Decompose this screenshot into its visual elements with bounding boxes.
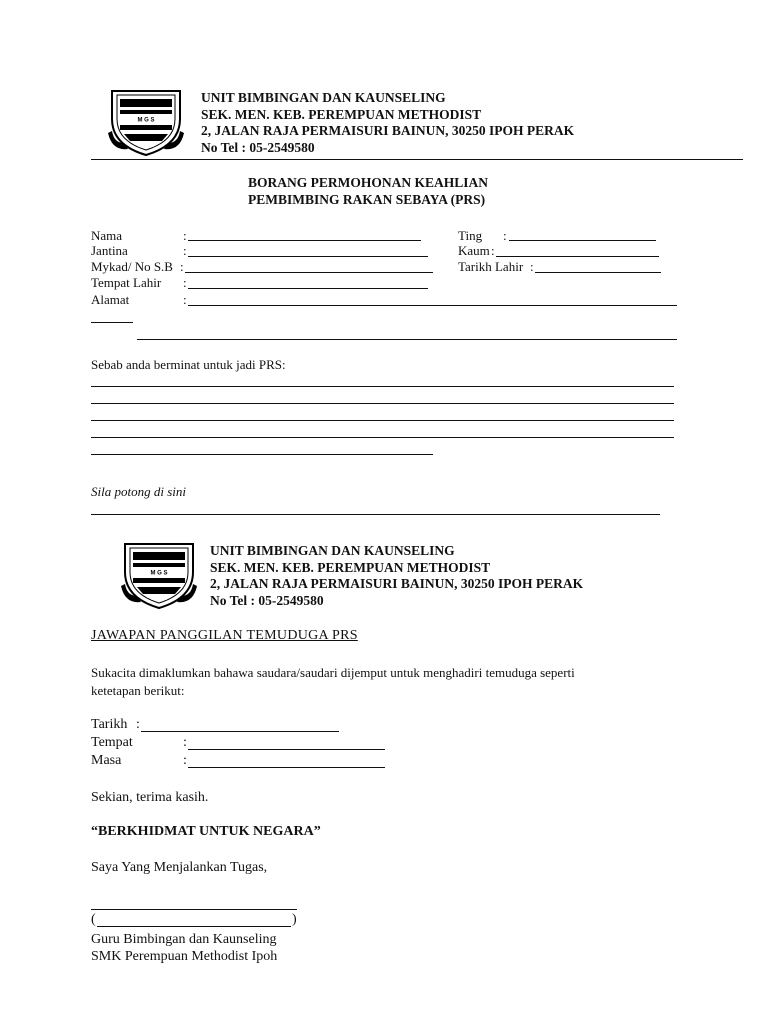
reply-body-line1: Sukacita dimaklumkan bahawa saudara/saudari dijemput untuk menghadiri temuduga seperti xyxy=(91,665,575,680)
colon: : xyxy=(183,275,187,290)
header-unit: UNIT BIMBINGAN DAN KAUNSELING xyxy=(201,90,446,105)
reason-line-1[interactable] xyxy=(91,386,674,387)
field-jantina[interactable] xyxy=(188,256,428,257)
field-tarikh-lahir[interactable] xyxy=(535,272,661,273)
crest-city: I P O H xyxy=(150,596,168,602)
colon: : xyxy=(503,228,507,243)
colon: : xyxy=(183,735,187,750)
field-tempat[interactable] xyxy=(188,749,385,750)
label-masa: Masa xyxy=(91,753,122,768)
header-divider xyxy=(91,159,743,160)
reply-title: JAWAPAN PANGGILAN TEMUDUGA PRS xyxy=(91,628,358,643)
label-alamat: Alamat xyxy=(91,292,130,307)
label-tempat: Tempat xyxy=(91,735,133,750)
cut-line xyxy=(91,514,660,515)
label-jantina: Jantina xyxy=(91,243,128,258)
cut-here-label: Sila potong di sini xyxy=(91,484,186,499)
bracket-close: ) xyxy=(292,912,297,927)
label-tarikh-lahir: Tarikh Lahir xyxy=(458,259,524,274)
field-kaum[interactable] xyxy=(496,256,659,257)
crest-letters: M G S xyxy=(150,570,168,577)
label-tempat-lahir: Tempat Lahir xyxy=(91,275,162,290)
crest-city: I P O H xyxy=(137,143,155,149)
field-alamat-1[interactable] xyxy=(188,305,677,306)
bracket-open: ( xyxy=(91,912,96,927)
colon: : xyxy=(180,259,184,274)
form-title-line1: BORANG PERMOHONAN KEAHLIAN xyxy=(248,175,489,190)
field-tempat-lahir[interactable] xyxy=(188,288,428,289)
school-crest-logo-reply xyxy=(119,538,199,610)
label-mykad: Mykad/ No S.B xyxy=(91,259,173,274)
colon: : xyxy=(183,292,187,307)
reason-line-2[interactable] xyxy=(91,403,674,404)
signature-role: Guru Bimbingan dan Kaunseling xyxy=(91,932,277,947)
reply-body-line2: ketetapan berikut: xyxy=(91,683,185,698)
signature-school: SMK Perempuan Methodist Ipoh xyxy=(91,949,278,964)
reason-label: Sebab anda berminat untuk jadi PRS: xyxy=(91,357,286,372)
reply-header-address: 2, JALAN RAJA PERMAISURI BAINUN, 30250 IPOH PERAK xyxy=(210,576,584,591)
crest-letters: M G S xyxy=(137,117,155,124)
motto: “BERKHIDMAT UNTUK NEGARA” xyxy=(91,824,321,839)
reply-header-tel: No Tel : 05-2549580 xyxy=(210,593,324,608)
school-crest-logo xyxy=(106,85,186,157)
field-tarikh[interactable] xyxy=(141,731,339,732)
form-title-line2: PEMBIMBING RAKAN SEBAYA (PRS) xyxy=(248,192,486,207)
reason-line-4[interactable] xyxy=(91,437,674,438)
colon: : xyxy=(530,259,534,274)
colon: : xyxy=(183,243,187,258)
label-tarikh: Tarikh xyxy=(91,717,128,732)
reply-header-school: SEK. MEN. KEB. PEREMPUAN METHODIST xyxy=(210,560,491,575)
reply-header-unit: UNIT BIMBINGAN DAN KAUNSELING xyxy=(210,543,455,558)
header-address: 2, JALAN RAJA PERMAISURI BAINUN, 30250 IPOH PERAK xyxy=(201,123,575,138)
field-alamat-2[interactable] xyxy=(137,339,677,340)
name-line[interactable] xyxy=(97,926,291,927)
colon: : xyxy=(183,228,187,243)
signoff-text: Saya Yang Menjalankan Tugas, xyxy=(91,860,268,875)
colon: : xyxy=(491,243,495,258)
reason-line-5[interactable] xyxy=(91,454,433,455)
field-alamat-1b[interactable] xyxy=(91,322,133,323)
colon: : xyxy=(136,717,140,732)
field-mykad[interactable] xyxy=(185,272,433,273)
field-nama[interactable] xyxy=(188,240,421,241)
label-ting: Ting xyxy=(458,228,483,243)
field-masa[interactable] xyxy=(188,767,385,768)
header-tel: No Tel : 05-2549580 xyxy=(201,140,315,155)
header-school: SEK. MEN. KEB. PEREMPUAN METHODIST xyxy=(201,107,482,122)
reason-line-3[interactable] xyxy=(91,420,674,421)
thanks-text: Sekian, terima kasih. xyxy=(91,790,209,805)
label-nama: Nama xyxy=(91,228,123,243)
label-kaum: Kaum xyxy=(458,243,490,258)
signature-line[interactable] xyxy=(91,909,297,910)
colon: : xyxy=(183,753,187,768)
field-ting[interactable] xyxy=(509,240,656,241)
